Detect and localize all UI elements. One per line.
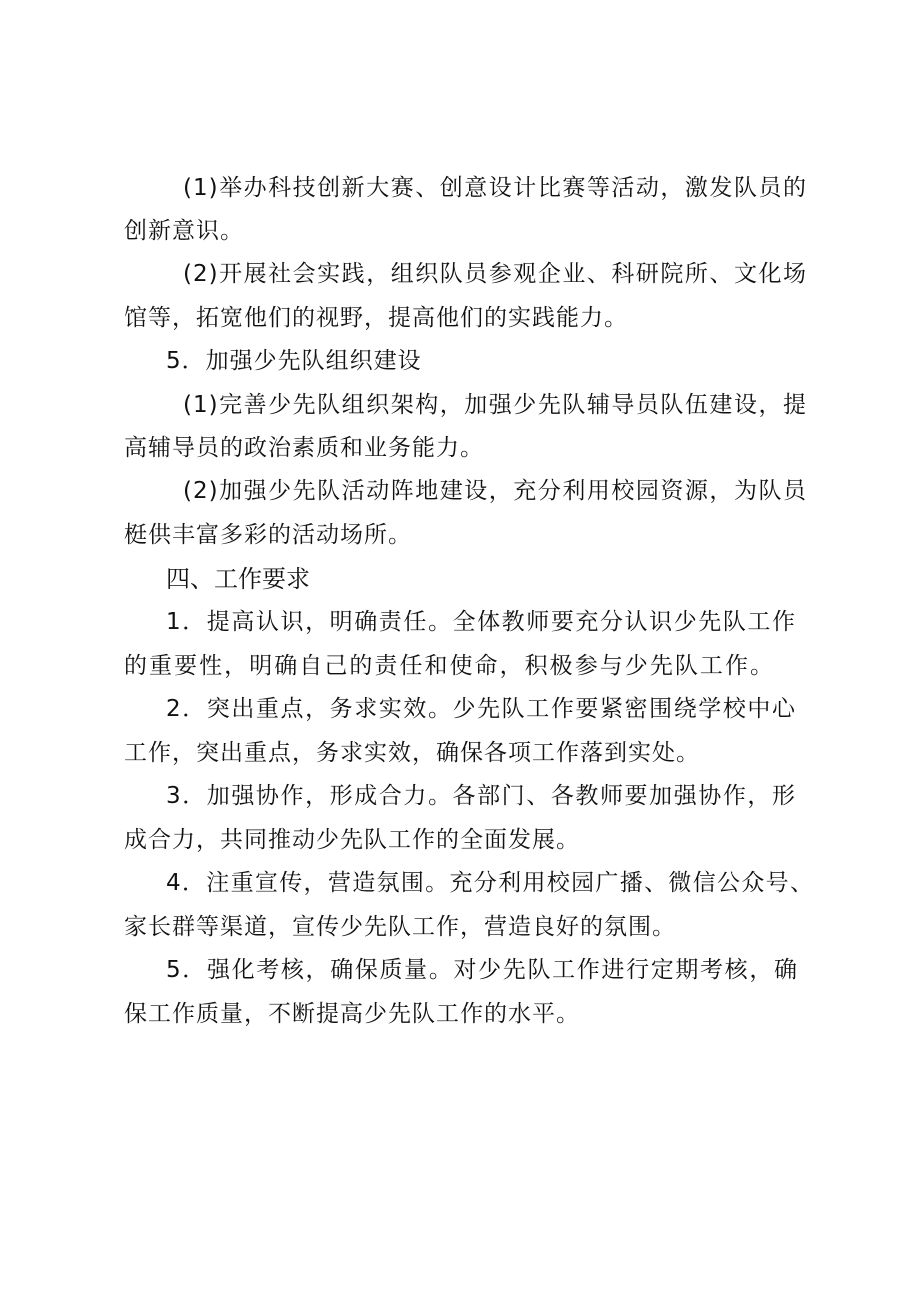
paragraph-line: (1)举办科技创新大赛、创意设计比赛等活动，激发队员的: [183, 175, 807, 201]
paragraph-line: 馆等，拓宽他们的视野，提高他们的实践能力。: [124, 305, 628, 331]
paragraph-line: 2．突出重点，务求实效。少先队工作要紧密围绕学校中心: [166, 696, 796, 722]
paragraph-line: 创新意识。: [124, 218, 244, 244]
paragraph-line: 保工作质量，不断提高少先队工作的水平。: [124, 1001, 580, 1027]
paragraph-line: 4．注重宣传，营造氛围。充分利用校园广播、微信公众号、: [166, 870, 814, 896]
paragraph-line: 高辅导员的政治素质和业务能力。: [124, 435, 484, 461]
paragraph-line: 5．强化考核，确保质量。对少先队工作进行定期考核，确: [166, 957, 798, 983]
paragraph-line: 工作，突出重点，务求实效，确保各项工作落到实处。: [124, 740, 700, 766]
paragraph-line: 成合力，共同推动少先队工作的全面发展。: [124, 827, 580, 853]
section-subheading: 5．加强少先队组织建设: [166, 348, 422, 374]
paragraph-line: 3．加强协作，形成合力。各部门、各教师要加强协作，形: [166, 783, 796, 809]
paragraph-line: (2)开展社会实践，组织队员参观企业、科研院所、文化场: [183, 261, 807, 287]
paragraph-line: 家长群等渠道，宣传少先队工作，营造良好的氛围。: [124, 914, 676, 940]
paragraph-line: (2)加强少先队活动阵地建设，充分利用校园资源，为队员: [183, 478, 807, 504]
paragraph-line: 1．提高认识，明确责任。全体教师要充分认识少先队工作: [166, 609, 796, 635]
section-heading: 四、工作要求: [166, 565, 310, 593]
paragraph-line: (1)完善少先队组织架构，加强少先队辅导员队伍建设，提: [183, 392, 807, 418]
paragraph-line: 梃供丰富多彩的活动场所。: [124, 522, 412, 548]
paragraph-line: 的重要性，明确自己的责任和使命，积极参与少先队工作。: [124, 653, 774, 679]
